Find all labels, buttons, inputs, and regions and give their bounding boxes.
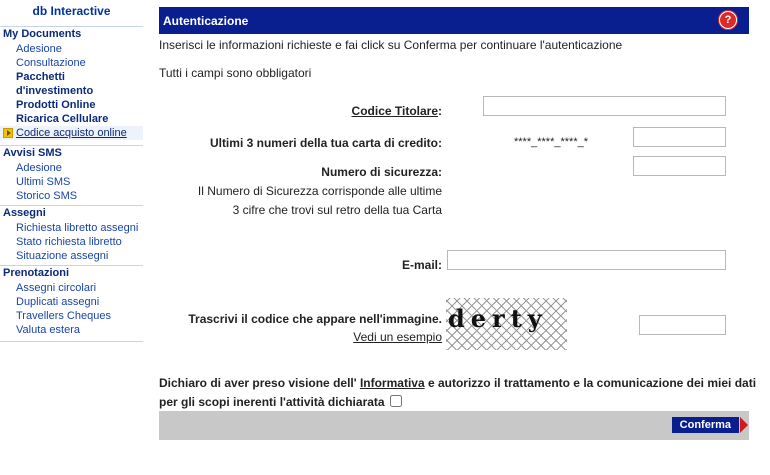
card-mask: ****_****_****_* (514, 136, 589, 148)
sidebar-item-label: Codice acquisto online (16, 127, 127, 139)
codice-titolare-label (320, 104, 442, 118)
sidebar-section-my-documents (0, 26, 143, 140)
sidebar-item-ricarica-cellulare[interactable]: Ricarica Cellulare (16, 113, 109, 125)
sidebar-item-codice-acquisto-online[interactable] (0, 126, 143, 140)
sidebar-item-prodotti-online[interactable]: Prodotti Online (16, 99, 96, 111)
captcha-example-link[interactable]: Vedi un esempio (353, 330, 442, 344)
captcha-input[interactable] (639, 315, 726, 335)
sidebar-item-stato-richiesta[interactable]: Stato richiesta libretto (16, 236, 122, 248)
sidebar-item-pacchetti[interactable]: Pacchetti d'investimento (16, 71, 94, 97)
captcha-text: derty (448, 304, 548, 333)
sidebar-item-duplicati-assegni[interactable]: Duplicati assegni (16, 296, 100, 308)
sidebar-item-richiesta-libretto[interactable]: Richiesta libretto assegni (16, 222, 139, 234)
codice-titolare-input[interactable] (483, 96, 726, 116)
sidebar-section-assegni (0, 205, 143, 263)
confirm-button[interactable]: Conferma (672, 417, 739, 433)
consent-line-2: per gli scopi inerenti l'attività dichiarata (159, 395, 385, 409)
sidebar-heading[interactable]: Prenotazioni (3, 267, 70, 279)
arrow-right-icon (740, 417, 748, 433)
consent-checkbox[interactable] (390, 395, 402, 407)
sidebar-section-prenotazioni (0, 265, 143, 342)
codice-titolare-link[interactable]: Codice Titolare (351, 104, 438, 118)
app-title: db Interactive (32, 4, 111, 18)
consent-text (159, 376, 756, 390)
security-number-label: Numero di sicurezza: (321, 165, 442, 179)
email-input[interactable] (447, 250, 726, 270)
sidebar-item-adesione-sms[interactable]: Adesione (16, 162, 62, 174)
panel-header (159, 7, 749, 34)
consent-prefix: Dichiaro di aver preso visione dell' (159, 376, 357, 390)
sidebar-section-avvisi-sms (0, 145, 143, 203)
security-help-line-1: Il Numero di Sicurezza corrisponde alle ultime (197, 184, 442, 198)
footer-bar (159, 411, 749, 440)
label-colon: : (438, 104, 442, 118)
required-note: Tutti i campi sono obbligatori (159, 66, 312, 80)
arrow-icon (3, 128, 13, 138)
sidebar-heading[interactable]: Avvisi SMS (3, 147, 62, 159)
sidebar-item-valuta-estera[interactable]: Valuta estera (16, 324, 81, 336)
panel-title: Autenticazione (163, 14, 249, 28)
captcha-example-wrap (320, 330, 442, 344)
sidebar-item-adesione[interactable]: Adesione (16, 43, 62, 55)
sidebar-item-situazione-assegni[interactable]: Situazione assegni (16, 250, 109, 262)
sidebar (0, 0, 143, 475)
sidebar-item-storico-sms[interactable]: Storico SMS (16, 190, 78, 202)
help-icon[interactable]: ? (719, 11, 737, 29)
email-label: E-mail: (401, 258, 442, 272)
sidebar-item-consultazione[interactable]: Consultazione (16, 57, 86, 69)
security-help-line-2: 3 cifre che trovi sul retro della tua Carta (232, 203, 442, 217)
captcha-label: Trascrivi il codice che appare nell'immagine. (188, 312, 442, 326)
sidebar-item-ultimi-sms[interactable]: Ultimi SMS (16, 176, 71, 188)
sidebar-heading[interactable]: My Documents (3, 28, 82, 40)
intro-text: Inserisci le informazioni richieste e fai click su Conferma per continuare l'autenticazione (159, 38, 623, 52)
consent-suffix: e autorizzo il trattamento e la comunicazione dei miei dati (424, 376, 757, 390)
sidebar-item-travellers-cheques[interactable]: Travellers Cheques (16, 310, 111, 322)
sidebar-item-assegni-circolari[interactable]: Assegni circolari (16, 282, 97, 294)
captcha-image (446, 298, 567, 350)
sidebar-heading[interactable]: Assegni (3, 207, 46, 219)
card-digits-label: Ultimi 3 numeri della tua carta di credito: (209, 136, 442, 150)
card-digits-input[interactable] (633, 127, 726, 147)
security-number-input[interactable] (633, 156, 726, 176)
divider (0, 341, 143, 342)
informativa-link[interactable]: Informativa (359, 376, 425, 390)
